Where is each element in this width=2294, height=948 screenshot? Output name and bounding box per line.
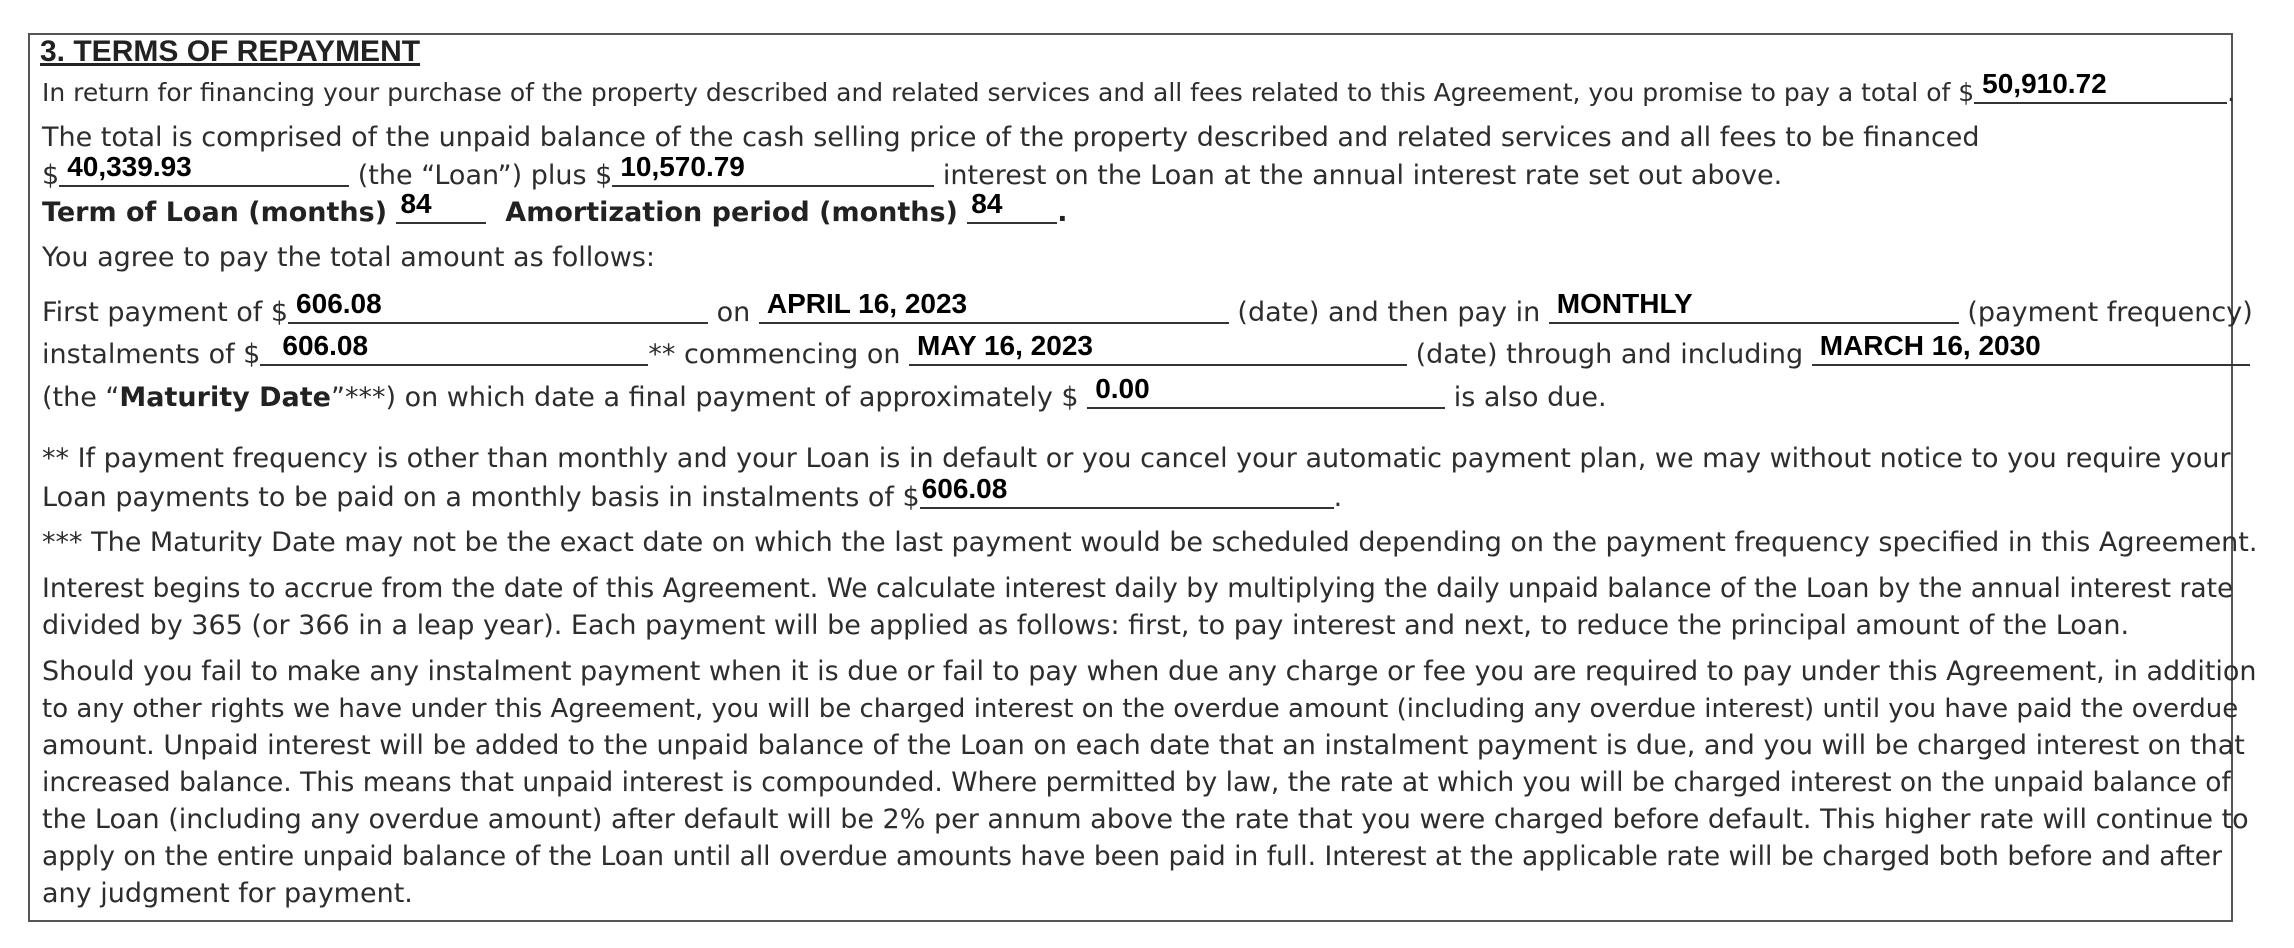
loan-dollar-sign: $ (42, 160, 60, 191)
through-label: (date) through and including (1407, 339, 1812, 370)
monthly-instalment-value: 606.08 (921, 473, 1008, 504)
loan-mid-text: (the “Loan”) plus $ (349, 160, 613, 191)
term-months-field (396, 188, 486, 224)
amortization-months-field (967, 188, 1057, 224)
first-payment-label: First payment of $ (42, 297, 289, 328)
final-payment-suffix: is also due. (1445, 382, 1607, 413)
total-composition-line: The total is comprised of the unpaid balance of the cash selling price of the property described and related services and all fees to be financed (42, 122, 1980, 153)
total-amount-value: 50,910.72 (1982, 68, 2107, 99)
term-months-value: 84 (400, 188, 432, 219)
monthly-basis-text: Loan payments to be paid on a monthly basis in instalments of $ (42, 482, 920, 513)
default-para-line: Should you fail to make any instalment payment when it is due or fail to pay when due any charge or fee you are required to pay under this Agreement, in addition (42, 656, 2257, 687)
triple-star-note: *** The Maturity Date may not be the exact date on which the last payment would be scheduled depending on the payment frequency specified in this Agreement. (42, 527, 2258, 558)
commencing-label: ** commencing on (648, 339, 910, 370)
loan-amount-field (59, 151, 349, 187)
double-star-note-line1: ** If payment frequency is other than monthly and your Loan is in default or you cancel your automatic payment plan, we may without notice to you require your (42, 443, 2231, 474)
default-para-line: the Loan (including any overdue amount) after default will be 2% per annum above the rate that you were charged before default. This higher rate will continue to (42, 804, 2249, 835)
interest-para-line1: Interest begins to accrue from the date of this Agreement. We calculate interest daily by multiplying the daily unpaid balance of the Loan by the annual interest rate (42, 573, 2234, 604)
section-heading: 3. TERMS OF REPAYMENT (40, 35, 421, 68)
maturity-pre: (the “ (42, 382, 120, 413)
commencing-date-value: MAY 16, 2023 (917, 330, 1093, 361)
payment-frequency-label: (payment frequency) (1958, 297, 2253, 328)
on-label: on (708, 297, 759, 328)
maturity-line (42, 373, 1607, 414)
instalment-amount-field (260, 330, 648, 366)
maturity-post: ”***) on which date a final payment of approximately $ (330, 382, 1088, 413)
payment-frequency-value: MONTHLY (1556, 288, 1693, 319)
default-para-line: to any other rights we have under this Agreement, you will be charged interest on the overdue amount (including any overdue interest) until you have paid the overdue (42, 694, 2239, 724)
through-date-value: MARCH 16, 2030 (1819, 330, 2041, 361)
default-para-line: apply on the entire unpaid balance of the Loan until all overdue amounts have been paid in full. Interest at the applicable rate will be charged both before and after (42, 841, 2223, 872)
interest-amount-value: 10,570.79 (620, 151, 745, 182)
double-star-note-line2 (42, 473, 1343, 514)
amortization-months-value: 84 (971, 188, 1003, 219)
instalments-label: instalments of $ (42, 339, 261, 370)
monthly-instalment-field (920, 473, 1334, 509)
default-para-line: any judgment for payment. (42, 878, 413, 909)
total-payment-line (42, 68, 2236, 109)
total-line-end: . (2227, 78, 2236, 107)
first-payment-date-field (759, 288, 1229, 324)
total-payment-text: In return for financing your purchase of the property described and related services and all fees related to this Agreement, you promise to pay a total of $ (42, 78, 1975, 107)
first-payment-amount-field (288, 288, 708, 324)
amortization-label: Amortization period (months) (505, 197, 958, 228)
terms-end: . (1057, 197, 1068, 228)
default-para-line: increased balance. This means that unpaid interest is compounded. Where permitted by law, the rate at which you will be charged interest on the unpaid balance of (42, 767, 2231, 798)
then-pay-label: (date) and then pay in (1228, 297, 1549, 328)
payment-frequency-field (1549, 288, 1959, 324)
first-payment-amount-value: 606.08 (296, 288, 382, 319)
term-label: Term of Loan (months) (42, 197, 388, 228)
through-date-field (1812, 330, 2250, 366)
instalments-line (42, 330, 2250, 371)
loan-amount-value: 40,339.93 (67, 151, 192, 182)
loan-interest-line (42, 151, 1783, 192)
total-amount-field (1974, 68, 2227, 104)
first-payment-line (42, 288, 2253, 329)
final-payment-field (1087, 373, 1445, 409)
double-star-note-end: . (1333, 482, 1343, 513)
interest-amount-field (612, 151, 934, 187)
interest-suffix-text: interest on the Loan at the annual interest rate set out above. (934, 160, 1783, 191)
interest-para-line2: divided by 365 (or 366 in a leap year). Each payment will be applied as follows: first, to pay interest and next, to reduce the principal amount of the Loan. (42, 610, 2130, 641)
term-line (42, 188, 1068, 229)
agree-text: You agree to pay the total amount as follows: (42, 242, 656, 273)
instalment-amount-value: 606.08 (282, 330, 369, 361)
final-payment-value: 0.00 (1095, 373, 1150, 404)
maturity-date-term: Maturity Date (119, 382, 331, 413)
first-payment-date-value: APRIL 16, 2023 (766, 288, 968, 319)
commencing-date-field (909, 330, 1407, 366)
default-para-line: amount. Unpaid interest will be added to the unpaid balance of the Loan on each date that an instalment payment is due, and you will be charged interest on that (42, 730, 2245, 761)
